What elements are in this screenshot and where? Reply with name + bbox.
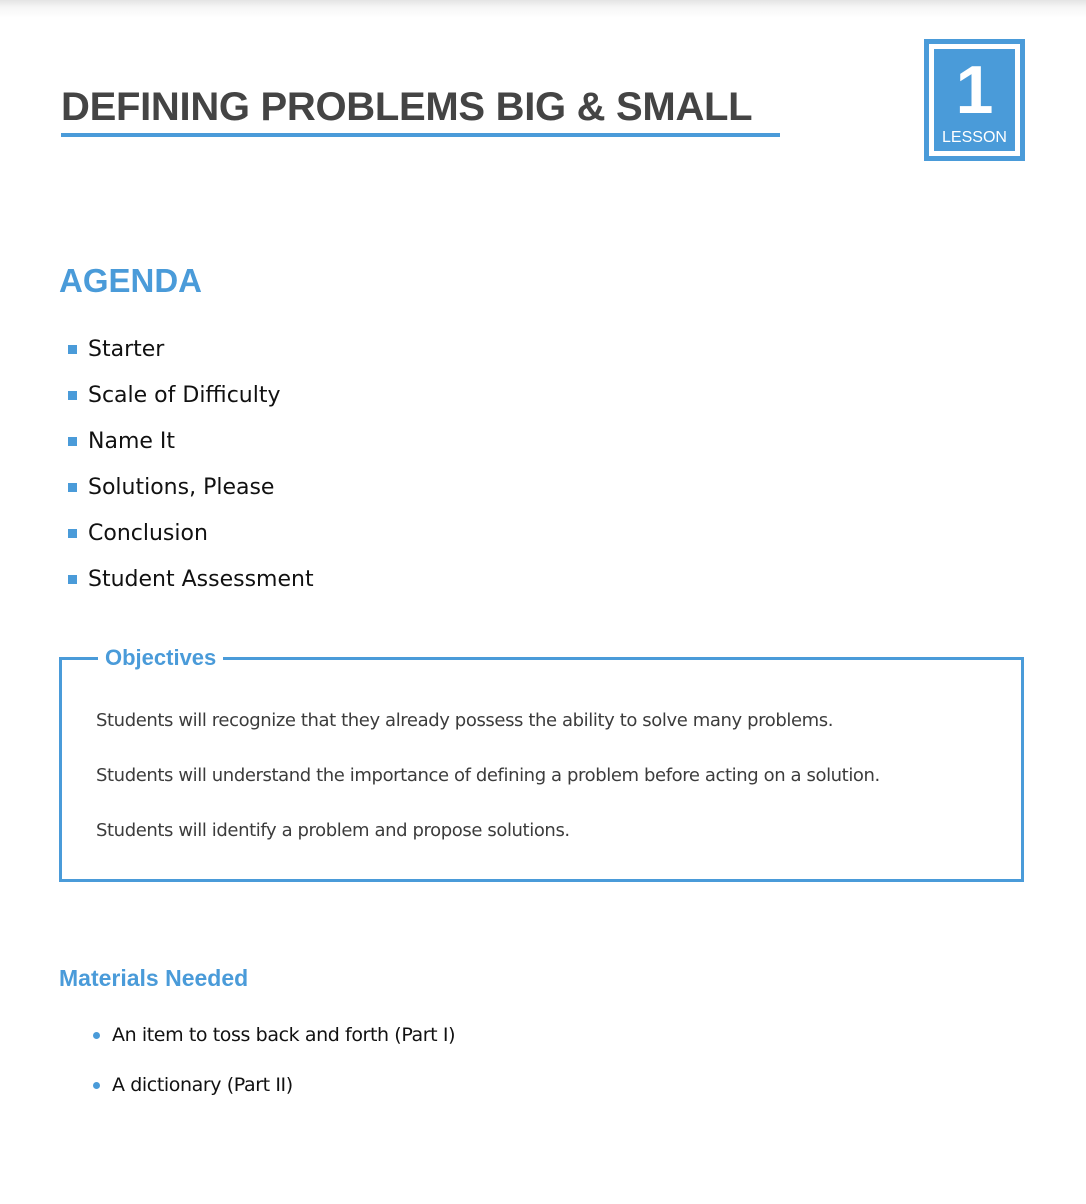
square-bullet-icon bbox=[68, 391, 77, 400]
objectives-heading: Objectives bbox=[98, 644, 223, 672]
agenda-item-label: Solutions, Please bbox=[88, 474, 275, 500]
materials-list bbox=[93, 1010, 455, 1110]
agenda-item-label: Name It bbox=[88, 428, 176, 454]
square-bullet-icon bbox=[68, 437, 77, 446]
objectives-box bbox=[59, 645, 1024, 882]
objective-item: Students will understand the importance of defining a problem before acting on a solution. bbox=[96, 765, 880, 786]
material-item-label: A dictionary (Part II) bbox=[112, 1074, 293, 1096]
agenda-item bbox=[68, 510, 314, 556]
materials-heading: Materials Needed bbox=[59, 965, 249, 991]
lesson-badge-panel bbox=[934, 49, 1015, 151]
title-underline bbox=[61, 133, 780, 137]
page-top-shadow bbox=[0, 0, 1086, 18]
square-bullet-icon bbox=[68, 345, 77, 354]
agenda-heading: AGENDA bbox=[59, 262, 203, 299]
agenda-list bbox=[68, 326, 314, 602]
square-bullet-icon bbox=[68, 575, 77, 584]
material-item bbox=[93, 1010, 455, 1060]
dot-bullet-icon bbox=[93, 1082, 100, 1089]
agenda-item-label: Conclusion bbox=[88, 520, 208, 546]
dot-bullet-icon bbox=[93, 1032, 100, 1039]
agenda-item-label: Starter bbox=[88, 336, 165, 362]
lesson-number: 1 bbox=[955, 52, 994, 128]
material-item bbox=[93, 1060, 455, 1110]
agenda-item bbox=[68, 326, 314, 372]
agenda-item-label: Student Assessment bbox=[88, 566, 314, 592]
material-item-label: An item to toss back and forth (Part I) bbox=[112, 1024, 456, 1046]
square-bullet-icon bbox=[68, 483, 77, 492]
agenda-item bbox=[68, 556, 314, 602]
objective-item: Students will identify a problem and propose solutions. bbox=[96, 820, 570, 841]
agenda-item bbox=[68, 418, 314, 464]
lesson-badge bbox=[924, 39, 1025, 161]
agenda-item bbox=[68, 372, 314, 418]
lesson-label: LESSON bbox=[942, 129, 1007, 146]
square-bullet-icon bbox=[68, 529, 77, 538]
agenda-item-label: Scale of Difficulty bbox=[88, 382, 281, 408]
page-title: DEFINING PROBLEMS BIG & SMALL bbox=[61, 85, 753, 129]
objective-item: Students will recognize that they already possess the ability to solve many problems. bbox=[96, 710, 834, 731]
agenda-item bbox=[68, 464, 314, 510]
